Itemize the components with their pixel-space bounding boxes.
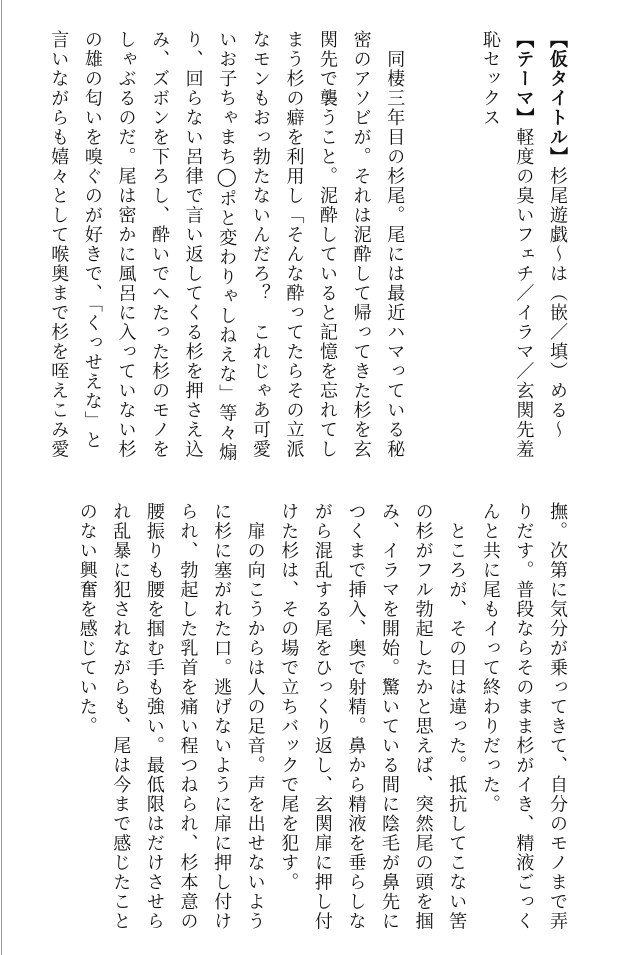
body-line: み、ズボンを下ろし、酔いでへたった杉のモノを [149,30,171,459]
body-line: の杉がフル勃起したかと思えば、突然尾の頭を掴 [412,502,434,931]
body-line: いお子ちゃまち◯ポと変わりゃしねえな」等々煽 [216,30,238,462]
body-line: のない興奮を感じていた。 [76,502,98,736]
theme-line-continued: 恥セックス [479,30,501,128]
title-line [540,30,574,450]
body-line: 密のアソビが。それは泥酔して帰ってきた杉を玄 [350,30,372,459]
body-line: つくまで挿入、奥で射精。鼻から精液を垂らしな [345,502,367,931]
body-line: しゃぶるのだ。尾は密かに風呂に入っていない杉 [115,30,137,459]
body-line: りだす。普段ならそのまま杉がイき、精液ごっく [513,502,535,931]
lower-text-block [70,502,574,932]
body-line: がら混乱する尾をひっくり返し、玄関扉に押し付 [311,502,333,931]
title-label: 【仮タイトル】 [547,30,568,167]
body-line: 関先で襲うこと。泥酔していると記憶を忘れてし [317,30,339,459]
body-line: 撫。次第に気分が乗ってきて、自分のモノまで弄 [547,502,568,931]
body-line: んと共に尾もイって終わりだった。 [479,502,501,814]
body-line: 同棲三年目の杉尾。尾には最近ハマっている秘 [384,30,406,459]
body-line: られ、勃起した乳首を痛い程つねられ、杉本意の [177,502,199,931]
body-line: 扉の向こうからは人の足音。声を出せないよう [244,502,266,931]
paragraph-gap [411,30,473,450]
body-line: り、回らない呂律で言い返してくる杉を押さえ込 [182,30,204,459]
theme-label: 【テーマ】 [513,30,535,128]
body-line: み、イラマを開始。驚いている間に陰毛が鼻先に [379,502,401,931]
body-line: れ乱暴に犯されながらも、尾は今まで感じたこと [110,502,132,931]
theme-text: 軽度の臭いフェチ／イラマ／玄関先羞 [513,127,535,459]
page-edge-line [1,0,2,955]
upper-text-block [42,30,574,462]
theme-line [507,30,541,459]
body-line: 腰振りも腰を掴む手も強い。最低限はだけさせら [143,502,165,931]
body-line: なモンもおっ勃たないんだろ？ これじゃあ可愛 [249,30,271,459]
body-line: に杉に塞がれた口。逃げないように扉に押し付け [211,502,233,931]
body-line: まう杉の癖を利用し「そんな酔ってたらその立派 [283,30,305,459]
body-line: ところが、その日は違った。抵抗してこない筈 [446,502,468,931]
body-line: けた杉は、その場で立ちバックで尾を犯す。 [278,502,300,892]
body-line: 言いながらも嬉々として喉奥まで杉を咥えこみ愛 [48,30,70,459]
body-line: の雄の匂いを嗅ぐのが好きで、「くっせえな」と [81,30,103,450]
title-text: 杉尾遊戯～は（嵌／填）める～ [547,166,568,440]
